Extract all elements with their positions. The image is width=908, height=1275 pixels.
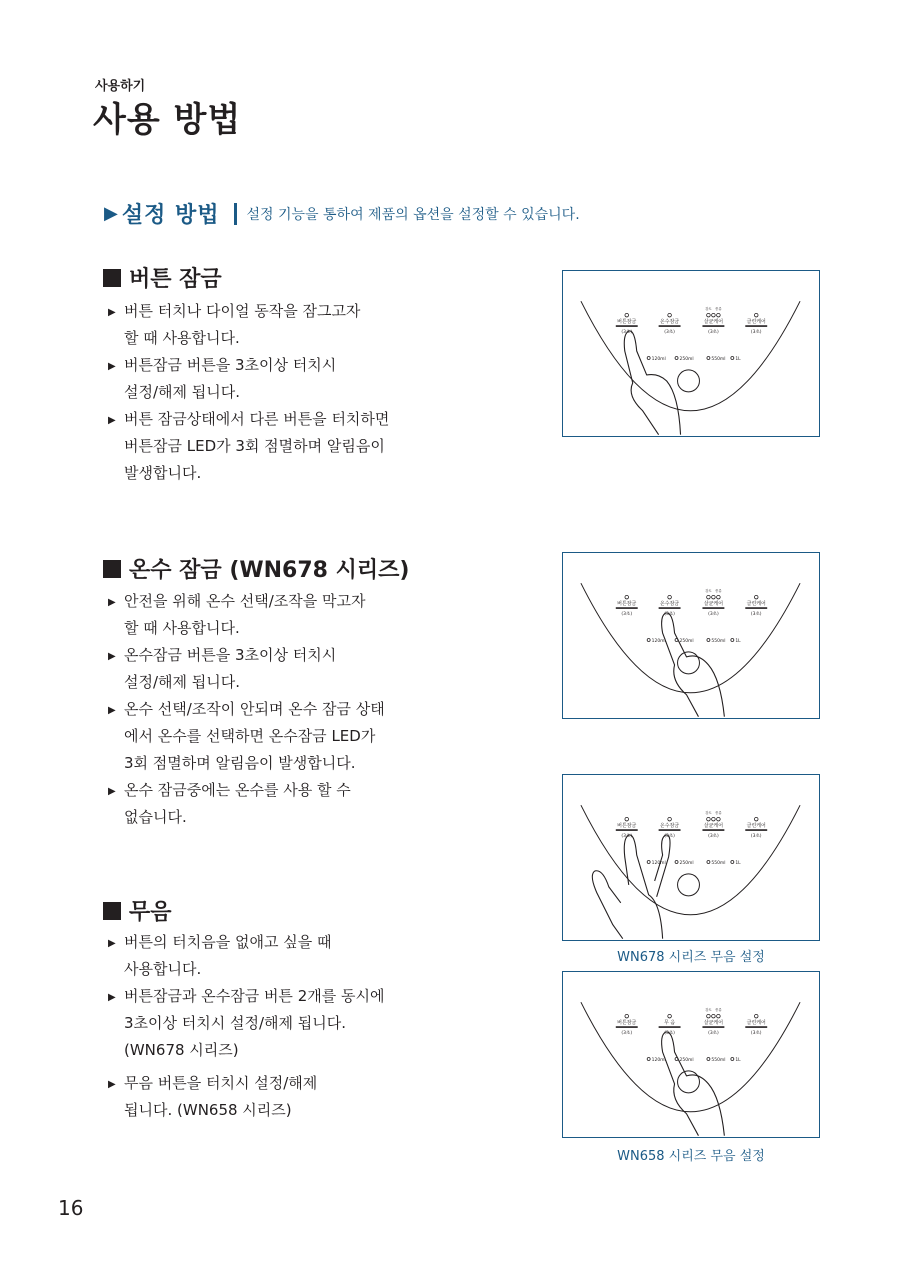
triangle-bullet-icon: ▶ bbox=[108, 786, 116, 797]
led-caption: 종류 bbox=[715, 811, 722, 816]
volume-dot bbox=[707, 638, 710, 641]
list-item: ▶ 온수 잠금중에는 온수를 사용 할 수 없습니다. bbox=[108, 777, 408, 831]
volume-label: 550ml bbox=[711, 860, 726, 866]
led-dot bbox=[707, 313, 711, 317]
led-caption: 강도 bbox=[705, 307, 712, 312]
triangle-bullet-icon: ▶ bbox=[108, 705, 116, 716]
button-label: 버튼잠금 bbox=[617, 1020, 637, 1027]
led-caption: 강도 bbox=[705, 811, 712, 816]
list-item: ▶ 온수잠금 버튼을 3초이상 터치시 설정/해제 됩니다. bbox=[108, 642, 408, 696]
page-number: 16 bbox=[58, 1196, 84, 1220]
volume-label: 250ml bbox=[679, 638, 694, 644]
led-caption: 종류 bbox=[715, 1008, 722, 1013]
led-dot bbox=[754, 595, 758, 599]
led-dot bbox=[717, 595, 721, 599]
volume-label: 120ml bbox=[651, 860, 666, 866]
triangle-bullet-icon: ▶ bbox=[108, 651, 116, 662]
list-item: ▶ 무음 버튼을 터치시 설정/해제 됩니다. (WN658 시리즈) bbox=[108, 1070, 408, 1124]
button-label: 살균케어 bbox=[703, 1020, 724, 1027]
dispense-button bbox=[678, 370, 700, 392]
led-dot bbox=[625, 595, 629, 599]
volume-dot bbox=[731, 638, 734, 641]
panel-illustration-hot-lock bbox=[562, 552, 820, 719]
hand-illustration bbox=[662, 1032, 725, 1136]
list-item: ▶ 버튼의 터치음을 없애고 싶을 때 사용합니다. bbox=[108, 929, 408, 983]
led-caption: 종류 bbox=[715, 307, 722, 312]
section-heading-button-lock bbox=[103, 262, 222, 293]
button-sublabel: (3초) bbox=[664, 1031, 675, 1037]
button-sublabel: (3초) bbox=[621, 612, 633, 618]
volume-label: 120ml bbox=[651, 638, 666, 644]
button-sublabel: (3초) bbox=[750, 834, 762, 840]
led-caption: 종류 bbox=[715, 589, 722, 594]
volume-label: 1L bbox=[735, 1057, 741, 1063]
hand-illustration bbox=[592, 835, 670, 939]
button-sublabel: (3초) bbox=[664, 834, 675, 840]
square-bullet-icon bbox=[103, 902, 121, 920]
led-dot bbox=[754, 817, 758, 821]
led-dot bbox=[668, 313, 672, 317]
led-dot bbox=[625, 817, 629, 821]
led-dot bbox=[717, 313, 721, 317]
led-dot bbox=[668, 1014, 672, 1018]
list-item: ▶ 버튼 잠금상태에서 다른 버튼을 터치하면 버튼잠금 LED가 3회 점멸하며 알림음이 발생합니다. bbox=[108, 406, 408, 487]
led-dot bbox=[712, 817, 716, 821]
button-label: 살균케어 bbox=[703, 823, 724, 830]
led-dot bbox=[707, 595, 711, 599]
button-sublabel: (3초) bbox=[664, 330, 675, 336]
category-label: 사용하기 bbox=[95, 79, 146, 94]
led-dot bbox=[717, 817, 721, 821]
dispense-button bbox=[678, 652, 700, 674]
volume-label: 1L bbox=[735, 860, 741, 866]
led-caption: 강도 bbox=[705, 1008, 712, 1013]
button-label: 무 음 bbox=[663, 1020, 676, 1027]
button-sublabel: (3초) bbox=[708, 1031, 719, 1037]
list-item: ▶ 버튼잠금 버튼을 3초이상 터치시 설정/해제 됩니다. bbox=[108, 352, 408, 406]
button-label: 살균케어 bbox=[703, 601, 724, 608]
volume-dot bbox=[647, 638, 650, 641]
volume-label: 120ml bbox=[651, 1057, 666, 1063]
led-dot bbox=[754, 1014, 758, 1018]
caption-wn658: WN658 시리즈 무음 설정 bbox=[617, 1149, 765, 1164]
triangle-bullet-icon: ▶ bbox=[108, 597, 116, 608]
triangle-bullet-icon: ▶ bbox=[108, 307, 116, 318]
list-item: ▶ 버튼잠금과 온수잠금 버튼 2개를 동시에 3초이상 터치시 설정/해제 됩니다. (WN678 시리즈) bbox=[108, 983, 408, 1064]
list-item: ▶ 안전을 위해 온수 선택/조작을 막고자 할 때 사용합니다. bbox=[108, 588, 408, 642]
setting-heading bbox=[104, 198, 580, 229]
led-caption: 강도 bbox=[705, 589, 712, 594]
led-dot bbox=[625, 313, 629, 317]
triangle-bullet-icon: ▶ bbox=[108, 415, 116, 426]
caption-wn678: WN678 시리즈 무음 설정 bbox=[617, 950, 765, 965]
section-title: 버튼 잠금 bbox=[129, 267, 222, 292]
button-label: 버튼잠금 bbox=[617, 319, 637, 326]
volume-dot bbox=[707, 1057, 710, 1060]
triangle-bullet-icon: ▶ bbox=[108, 992, 116, 1003]
button-label: 클린케어 bbox=[746, 823, 766, 830]
button-label: 온수잠금 bbox=[659, 823, 680, 830]
button-label: 클린케어 bbox=[746, 1020, 766, 1027]
button-label: 버튼잠금 bbox=[617, 601, 637, 608]
volume-dot bbox=[707, 356, 710, 359]
hand-illustration bbox=[662, 613, 725, 717]
volume-label: 1L bbox=[735, 356, 741, 362]
triangle-bullet-icon: ▶ bbox=[108, 1079, 116, 1090]
square-bullet-icon bbox=[103, 560, 121, 578]
button-sublabel: (3초) bbox=[708, 612, 719, 618]
volume-dot bbox=[647, 356, 650, 359]
dispense-button bbox=[678, 1071, 700, 1093]
button-label: 온수잠금 bbox=[659, 319, 680, 326]
button-sublabel: (3초) bbox=[664, 612, 675, 618]
button-sublabel: (3초) bbox=[750, 612, 762, 618]
section-heading-hot-lock bbox=[103, 553, 409, 584]
button-sublabel: (3초) bbox=[621, 330, 633, 336]
volume-label: 550ml bbox=[711, 1057, 726, 1063]
volume-dot bbox=[731, 1057, 734, 1060]
section-title: 무음 bbox=[129, 900, 172, 925]
page-title: 사용 방법 bbox=[93, 100, 242, 140]
button-label: 온수잠금 bbox=[659, 601, 680, 608]
volume-dot bbox=[731, 860, 734, 863]
panel-illustration-mute-wn658 bbox=[562, 971, 820, 1138]
led-dot bbox=[712, 1014, 716, 1018]
led-dot bbox=[668, 595, 672, 599]
setting-title: 설정 방법 bbox=[121, 203, 220, 228]
volume-label: 250ml bbox=[679, 356, 694, 362]
volume-label: 120ml bbox=[651, 356, 666, 362]
led-dot bbox=[707, 1014, 711, 1018]
section-list-button-lock bbox=[108, 298, 408, 487]
volume-label: 550ml bbox=[711, 356, 726, 362]
button-label: 버튼잠금 bbox=[617, 823, 637, 830]
divider bbox=[234, 203, 237, 225]
volume-dot bbox=[675, 860, 678, 863]
led-dot bbox=[625, 1014, 629, 1018]
panel-illustration-button-lock bbox=[562, 270, 820, 437]
dispense-button bbox=[678, 874, 700, 896]
button-sublabel: (3초) bbox=[621, 834, 633, 840]
led-dot bbox=[712, 595, 716, 599]
hand-illustration bbox=[624, 331, 680, 435]
square-bullet-icon bbox=[103, 269, 121, 287]
volume-dot bbox=[647, 860, 650, 863]
list-item: ▶ 온수 선택/조작이 안되며 온수 잠금 상태 에서 온수를 선택하면 온수잠금 LED가 3회 점멸하며 알림음이 발생합니다. bbox=[108, 696, 408, 777]
volume-dot bbox=[707, 860, 710, 863]
button-sublabel: (3초) bbox=[750, 330, 762, 336]
triangle-bullet-icon: ▶ bbox=[108, 938, 116, 949]
button-label: 살균케어 bbox=[703, 319, 724, 326]
setting-description: 설정 기능을 통하여 제품의 옵션을 설정할 수 있습니다. bbox=[246, 206, 580, 223]
led-dot bbox=[707, 817, 711, 821]
led-dot bbox=[668, 817, 672, 821]
led-dot bbox=[712, 313, 716, 317]
section-heading-mute bbox=[103, 895, 172, 926]
volume-dot bbox=[731, 356, 734, 359]
panel-illustration-mute-wn678 bbox=[562, 774, 820, 941]
section-list-hot-lock bbox=[108, 588, 408, 831]
button-sublabel: (3초) bbox=[621, 1031, 633, 1037]
button-sublabel: (3초) bbox=[708, 330, 719, 336]
button-sublabel: (3초) bbox=[750, 1031, 762, 1037]
volume-label: 250ml bbox=[679, 1057, 694, 1063]
volume-label: 250ml bbox=[679, 860, 694, 866]
button-label: 클린케어 bbox=[746, 319, 766, 326]
button-sublabel: (3초) bbox=[708, 834, 719, 840]
triangle-bullet-icon: ▶ bbox=[108, 361, 116, 372]
led-dot bbox=[754, 313, 758, 317]
section-list-mute bbox=[108, 929, 408, 1124]
led-dot bbox=[717, 1014, 721, 1018]
volume-label: 1L bbox=[735, 638, 741, 644]
volume-dot bbox=[675, 356, 678, 359]
volume-label: 550ml bbox=[711, 638, 726, 644]
volume-dot bbox=[647, 1057, 650, 1060]
triangle-icon: ▶ bbox=[104, 203, 118, 224]
list-item: ▶ 버튼 터치나 다이얼 동작을 잠그고자 할 때 사용합니다. bbox=[108, 298, 408, 352]
section-title: 온수 잠금 (WN678 시리즈) bbox=[129, 558, 410, 583]
button-label: 클린케어 bbox=[746, 601, 766, 608]
